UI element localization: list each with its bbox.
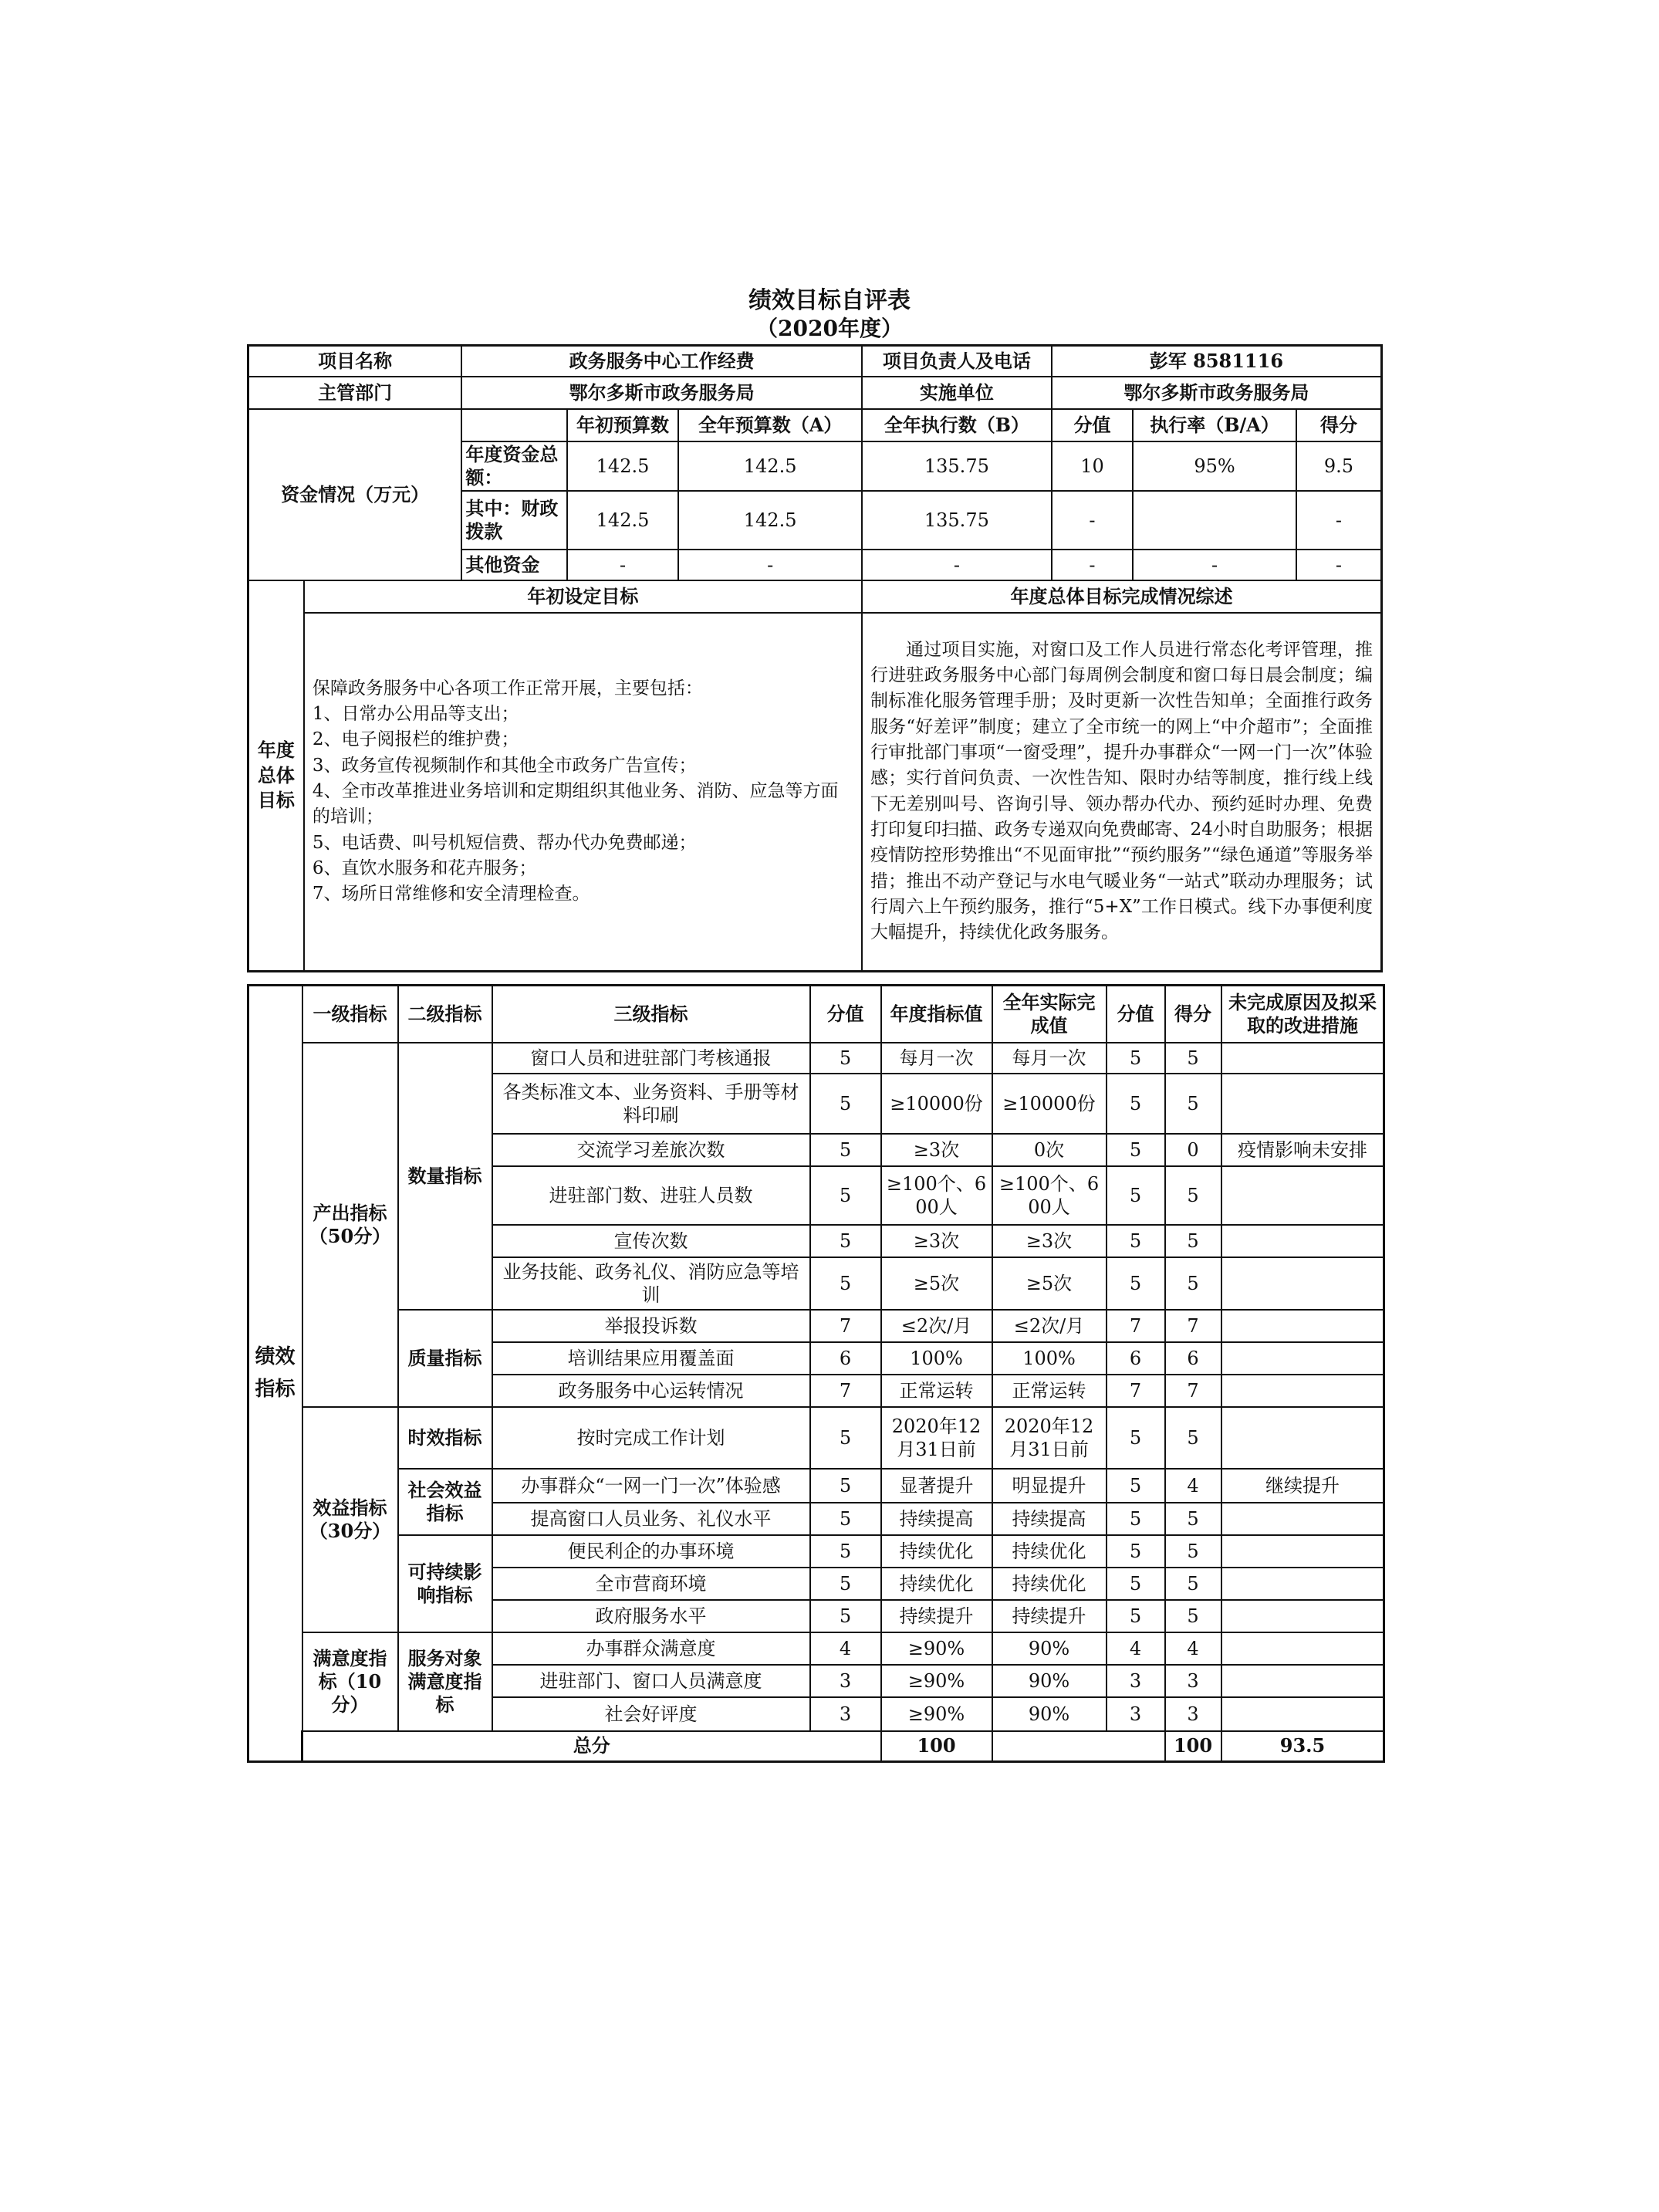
goals-summary-text: 通过项目实施，对窗口及工作人员进行常态化考评管理，推行进驻政务服务中心部门每周例会制度和窗口每日晨会制度；编制标准化服务管理手册；及时更新一次性告知单；全面推行政务服务“好差评”制度；建立了全市统一的网上“中介超市”；全面推行审批部门事项“一窗受理”，提升办事群众“一网一门一次”体验感；实行首问负责、一次性告知、限时办结等制度，推行线上线下无差别叫号、咨询引导、领办帮办代办、预约延时办理、免费打印复印扫描、政务专递双向免费邮寄、24小时自助服务；根据疫情防控形势推出“不见面审批”“预约服务”“绿色通道”等服务举措；推出不动产登记与水电气暖业务“一站式”联动办理服务；试行周六上午预约服务，推行“5+X”工作日模式。线下办事便利度大幅提升，持续优化政务服务。 bbox=[862, 613, 1382, 972]
level2-social-benefit: 社会效益指标 bbox=[398, 1469, 492, 1535]
funds-cell: - bbox=[678, 550, 862, 580]
indicator-target: ≥3次 bbox=[881, 1225, 992, 1257]
indicator-got: 5 bbox=[1165, 1600, 1221, 1632]
indicator-got: 5 bbox=[1165, 1043, 1221, 1074]
indicator-actual: ≤2次/月 bbox=[992, 1310, 1107, 1342]
indicator-score: 5 bbox=[810, 1225, 881, 1257]
indicator-score2: 7 bbox=[1107, 1375, 1165, 1407]
indicator-got: 5 bbox=[1165, 1225, 1221, 1257]
funds-cell: 142.5 bbox=[678, 491, 862, 550]
indicator-name: 培训结果应用覆盖面 bbox=[492, 1342, 810, 1375]
indicator-target: ≥90% bbox=[881, 1697, 992, 1731]
indicator-target: 100% bbox=[881, 1342, 992, 1375]
indicator-note bbox=[1221, 1568, 1384, 1600]
level1-benefit: 效益指标（30分） bbox=[302, 1407, 398, 1632]
indicator-score: 5 bbox=[810, 1134, 881, 1166]
funds-cell: 142.5 bbox=[567, 441, 679, 491]
indicator-score2: 5 bbox=[1107, 1166, 1165, 1225]
indicator-score2: 5 bbox=[1107, 1407, 1165, 1469]
funds-cell: 142.5 bbox=[567, 491, 679, 550]
indicator-target: ≤2次/月 bbox=[881, 1310, 992, 1342]
indicator-note bbox=[1221, 1665, 1384, 1697]
indicator-name: 政务服务中心运转情况 bbox=[492, 1375, 810, 1407]
indicator-note: 继续提升 bbox=[1221, 1469, 1384, 1503]
indicator-score2: 5 bbox=[1107, 1225, 1165, 1257]
indicator-target: ≥3次 bbox=[881, 1134, 992, 1166]
indicator-actual: 持续提高 bbox=[992, 1503, 1107, 1535]
indicator-actual: 持续优化 bbox=[992, 1535, 1107, 1568]
indicator-name: 宣传次数 bbox=[492, 1225, 810, 1257]
indicator-score2: 7 bbox=[1107, 1310, 1165, 1342]
indicator-target: 持续提高 bbox=[881, 1503, 992, 1535]
indicator-actual: 明显提升 bbox=[992, 1469, 1107, 1503]
level2-quality: 质量指标 bbox=[398, 1310, 492, 1407]
indicator-name: 全市营商环境 bbox=[492, 1568, 810, 1600]
indicator-got: 0 bbox=[1165, 1134, 1221, 1166]
funds-cell: - bbox=[1296, 550, 1382, 580]
indicator-name: 按时完成工作计划 bbox=[492, 1407, 810, 1469]
ind-col-header: 分值 bbox=[810, 986, 881, 1043]
indicator-target: 每月一次 bbox=[881, 1043, 992, 1074]
dept-label: 主管部门 bbox=[248, 377, 462, 409]
funds-row-name: 其他资金 bbox=[461, 550, 566, 580]
funds-cell bbox=[1133, 491, 1296, 550]
funds-cell: - bbox=[1052, 550, 1133, 580]
level1-output: 产出指标（50分） bbox=[302, 1043, 398, 1407]
level2-sustainability: 可持续影响指标 bbox=[398, 1535, 492, 1632]
indicator-score2: 5 bbox=[1107, 1600, 1165, 1632]
funds-col-header: 执行率（B/A） bbox=[1133, 409, 1296, 441]
funds-cell: 95% bbox=[1133, 441, 1296, 491]
impl-value: 鄂尔多斯市政务服务局 bbox=[1052, 377, 1382, 409]
indicator-got: 5 bbox=[1165, 1568, 1221, 1600]
indicator-name: 业务技能、政务礼仪、消防应急等培训 bbox=[492, 1257, 810, 1310]
funds-cell: - bbox=[862, 550, 1052, 580]
ind-col-header: 全年实际完成值 bbox=[992, 986, 1107, 1043]
level1-satisfaction: 满意度指标（10分） bbox=[302, 1632, 398, 1731]
indicator-actual: ≥5次 bbox=[992, 1257, 1107, 1310]
indicator-actual: 持续优化 bbox=[992, 1568, 1107, 1600]
indicator-got: 4 bbox=[1165, 1632, 1221, 1665]
indicators-side-label: 绩效指标 bbox=[248, 986, 302, 1762]
ind-col-header: 三级指标 bbox=[492, 986, 810, 1043]
indicator-got: 5 bbox=[1165, 1166, 1221, 1225]
total-label: 总分 bbox=[302, 1731, 881, 1762]
indicator-got: 7 bbox=[1165, 1310, 1221, 1342]
goals-side-label: 年度总体目标 bbox=[248, 580, 304, 972]
indicator-score2: 3 bbox=[1107, 1665, 1165, 1697]
indicator-target: 2020年12月31日前 bbox=[881, 1407, 992, 1469]
funds-cell: - bbox=[1133, 550, 1296, 580]
indicator-name: 窗口人员和进驻部门考核通报 bbox=[492, 1043, 810, 1074]
indicator-score: 5 bbox=[810, 1043, 881, 1074]
indicator-got: 5 bbox=[1165, 1503, 1221, 1535]
indicator-name: 各类标准文本、业务资料、手册等材料印刷 bbox=[492, 1074, 810, 1134]
indicator-score: 5 bbox=[810, 1535, 881, 1568]
indicator-note bbox=[1221, 1503, 1384, 1535]
indicator-target: ≥90% bbox=[881, 1632, 992, 1665]
indicator-score2: 5 bbox=[1107, 1503, 1165, 1535]
level2-timeliness: 时效指标 bbox=[398, 1407, 492, 1469]
indicator-score2: 5 bbox=[1107, 1134, 1165, 1166]
document-title: 绩效目标自评表 bbox=[748, 287, 911, 314]
contact-label: 项目负责人及电话 bbox=[862, 346, 1052, 377]
funds-corner bbox=[461, 409, 566, 441]
indicator-note bbox=[1221, 1257, 1384, 1310]
indicator-name: 举报投诉数 bbox=[492, 1310, 810, 1342]
level2-service-satisfaction: 服务对象满意度指标 bbox=[398, 1632, 492, 1731]
total-got: 93.5 bbox=[1221, 1731, 1384, 1762]
project-name-label: 项目名称 bbox=[248, 346, 462, 377]
goals-summary-header: 年度总体目标完成情况综述 bbox=[862, 580, 1382, 613]
indicator-score2: 5 bbox=[1107, 1074, 1165, 1134]
indicator-name: 便民利企的办事环境 bbox=[492, 1535, 810, 1568]
indicator-score2: 5 bbox=[1107, 1535, 1165, 1568]
ind-col-header: 二级指标 bbox=[398, 986, 492, 1043]
indicator-got: 5 bbox=[1165, 1074, 1221, 1134]
dept-value: 鄂尔多斯市政务服务局 bbox=[461, 377, 862, 409]
funds-cell: - bbox=[1052, 491, 1133, 550]
indicator-score2: 6 bbox=[1107, 1342, 1165, 1375]
document-subtitle: （2020年度） bbox=[756, 316, 903, 341]
funds-cell: 142.5 bbox=[678, 441, 862, 491]
indicator-got: 6 bbox=[1165, 1342, 1221, 1375]
indicator-actual: ≥10000份 bbox=[992, 1074, 1107, 1134]
indicator-name: 交流学习差旅次数 bbox=[492, 1134, 810, 1166]
indicator-actual: ≥100个、600人 bbox=[992, 1166, 1107, 1225]
indicator-score2: 5 bbox=[1107, 1469, 1165, 1503]
ind-col-header: 一级指标 bbox=[302, 986, 398, 1043]
indicator-name: 提高窗口人员业务、礼仪水平 bbox=[492, 1503, 810, 1535]
indicator-target: ≥5次 bbox=[881, 1257, 992, 1310]
indicator-actual: 持续提升 bbox=[992, 1600, 1107, 1632]
indicator-note bbox=[1221, 1697, 1384, 1731]
indicator-target: ≥10000份 bbox=[881, 1074, 992, 1134]
indicator-note: 疫情影响未安排 bbox=[1221, 1134, 1384, 1166]
indicator-score: 7 bbox=[810, 1310, 881, 1342]
funds-cell: 135.75 bbox=[862, 441, 1052, 491]
indicator-actual: 2020年12月31日前 bbox=[992, 1407, 1107, 1469]
funds-label: 资金情况（万元） bbox=[248, 409, 462, 580]
indicator-note bbox=[1221, 1310, 1384, 1342]
ind-col-header: 得分 bbox=[1165, 986, 1221, 1043]
indicator-score: 5 bbox=[810, 1074, 881, 1134]
total-score: 100 bbox=[881, 1731, 992, 1762]
indicator-name: 办事群众“一网一门一次”体验感 bbox=[492, 1469, 810, 1503]
indicator-target: 显著提升 bbox=[881, 1469, 992, 1503]
indicator-actual: 每月一次 bbox=[992, 1043, 1107, 1074]
indicator-name: 政府服务水平 bbox=[492, 1600, 810, 1632]
indicator-name: 进驻部门数、进驻人员数 bbox=[492, 1166, 810, 1225]
indicator-note bbox=[1221, 1043, 1384, 1074]
level2-quantity: 数量指标 bbox=[398, 1043, 492, 1310]
indicator-note bbox=[1221, 1225, 1384, 1257]
total-empty bbox=[992, 1731, 1165, 1762]
indicator-name: 办事群众满意度 bbox=[492, 1632, 810, 1665]
indicator-got: 5 bbox=[1165, 1257, 1221, 1310]
indicator-score2: 5 bbox=[1107, 1257, 1165, 1310]
indicator-score: 7 bbox=[810, 1375, 881, 1407]
indicator-actual: 0次 bbox=[992, 1134, 1107, 1166]
indicator-note bbox=[1221, 1632, 1384, 1665]
indicator-target: 持续优化 bbox=[881, 1535, 992, 1568]
indicator-got: 3 bbox=[1165, 1697, 1221, 1731]
ind-col-header: 未完成原因及拟采取的改进措施 bbox=[1221, 986, 1384, 1043]
indicator-got: 4 bbox=[1165, 1469, 1221, 1503]
funds-col-header: 得分 bbox=[1296, 409, 1382, 441]
goals-initial-header: 年初设定目标 bbox=[304, 580, 862, 613]
total-score2: 100 bbox=[1165, 1731, 1221, 1762]
funds-col-header: 年初预算数 bbox=[567, 409, 679, 441]
indicators-table bbox=[247, 984, 1385, 1763]
indicator-actual: 90% bbox=[992, 1632, 1107, 1665]
funds-row-name: 其中：财政拨款 bbox=[461, 491, 566, 550]
indicator-score2: 4 bbox=[1107, 1632, 1165, 1665]
indicator-target: ≥90% bbox=[881, 1665, 992, 1697]
indicator-got: 5 bbox=[1165, 1535, 1221, 1568]
indicator-score: 4 bbox=[810, 1632, 881, 1665]
funds-cell: 135.75 bbox=[862, 491, 1052, 550]
indicator-target: 正常运转 bbox=[881, 1375, 992, 1407]
indicator-note bbox=[1221, 1166, 1384, 1225]
indicator-name: 社会好评度 bbox=[492, 1697, 810, 1731]
header-funds-goals-table bbox=[247, 344, 1383, 972]
indicator-target: 持续优化 bbox=[881, 1568, 992, 1600]
indicator-target: 持续提升 bbox=[881, 1600, 992, 1632]
indicator-note bbox=[1221, 1375, 1384, 1407]
impl-label: 实施单位 bbox=[862, 377, 1052, 409]
indicator-actual: ≥3次 bbox=[992, 1225, 1107, 1257]
indicator-score: 5 bbox=[810, 1503, 881, 1535]
indicator-actual: 90% bbox=[992, 1697, 1107, 1731]
funds-cell: - bbox=[1296, 491, 1382, 550]
indicator-score: 3 bbox=[810, 1697, 881, 1731]
indicator-score2: 5 bbox=[1107, 1043, 1165, 1074]
indicator-name: 进驻部门、窗口人员满意度 bbox=[492, 1665, 810, 1697]
funds-col-header: 全年预算数（A） bbox=[678, 409, 862, 441]
contact-value: 彭军 8581116 bbox=[1052, 346, 1382, 377]
funds-col-header: 分值 bbox=[1052, 409, 1133, 441]
indicator-score: 3 bbox=[810, 1665, 881, 1697]
indicator-note bbox=[1221, 1407, 1384, 1469]
indicator-target: ≥100个、600人 bbox=[881, 1166, 992, 1225]
indicator-actual: 90% bbox=[992, 1665, 1107, 1697]
indicator-got: 7 bbox=[1165, 1375, 1221, 1407]
funds-cell: 9.5 bbox=[1296, 441, 1382, 491]
indicator-actual: 100% bbox=[992, 1342, 1107, 1375]
indicator-score: 5 bbox=[810, 1166, 881, 1225]
indicator-got: 3 bbox=[1165, 1665, 1221, 1697]
indicator-score2: 5 bbox=[1107, 1568, 1165, 1600]
indicator-note bbox=[1221, 1342, 1384, 1375]
indicator-note bbox=[1221, 1600, 1384, 1632]
indicator-score2: 3 bbox=[1107, 1697, 1165, 1731]
indicator-score: 5 bbox=[810, 1407, 881, 1469]
project-name-value: 政务服务中心工作经费 bbox=[461, 346, 862, 377]
indicator-score: 5 bbox=[810, 1600, 881, 1632]
indicator-got: 5 bbox=[1165, 1407, 1221, 1469]
funds-row-name: 年度资金总额： bbox=[461, 441, 566, 491]
indicator-score: 5 bbox=[810, 1469, 881, 1503]
funds-cell: - bbox=[567, 550, 679, 580]
indicator-score: 6 bbox=[810, 1342, 881, 1375]
indicator-score: 5 bbox=[810, 1257, 881, 1310]
ind-col-header: 分值 bbox=[1107, 986, 1165, 1043]
indicator-score: 5 bbox=[810, 1568, 881, 1600]
indicator-actual: 正常运转 bbox=[992, 1375, 1107, 1407]
indicator-note bbox=[1221, 1074, 1384, 1134]
funds-col-header: 全年执行数（B） bbox=[862, 409, 1052, 441]
indicator-note bbox=[1221, 1535, 1384, 1568]
funds-cell: 10 bbox=[1052, 441, 1133, 491]
ind-col-header: 年度指标值 bbox=[881, 986, 992, 1043]
goals-initial-text: 保障政务服务中心各项工作正常开展，主要包括： 1、日常办公用品等支出； 2、电子阅报栏的维护费； 3、政务宣传视频制作和其他全市政务广告宣传； 4、全市改革推进业务培训和定期组织其他业务、消防、应急等方面的培训； 5、电话费、叫号机短信费、帮办代办免费邮递； 6、直饮水服务和花卉服务； 7、场所日常维修和安全清理检查。 bbox=[304, 613, 862, 972]
